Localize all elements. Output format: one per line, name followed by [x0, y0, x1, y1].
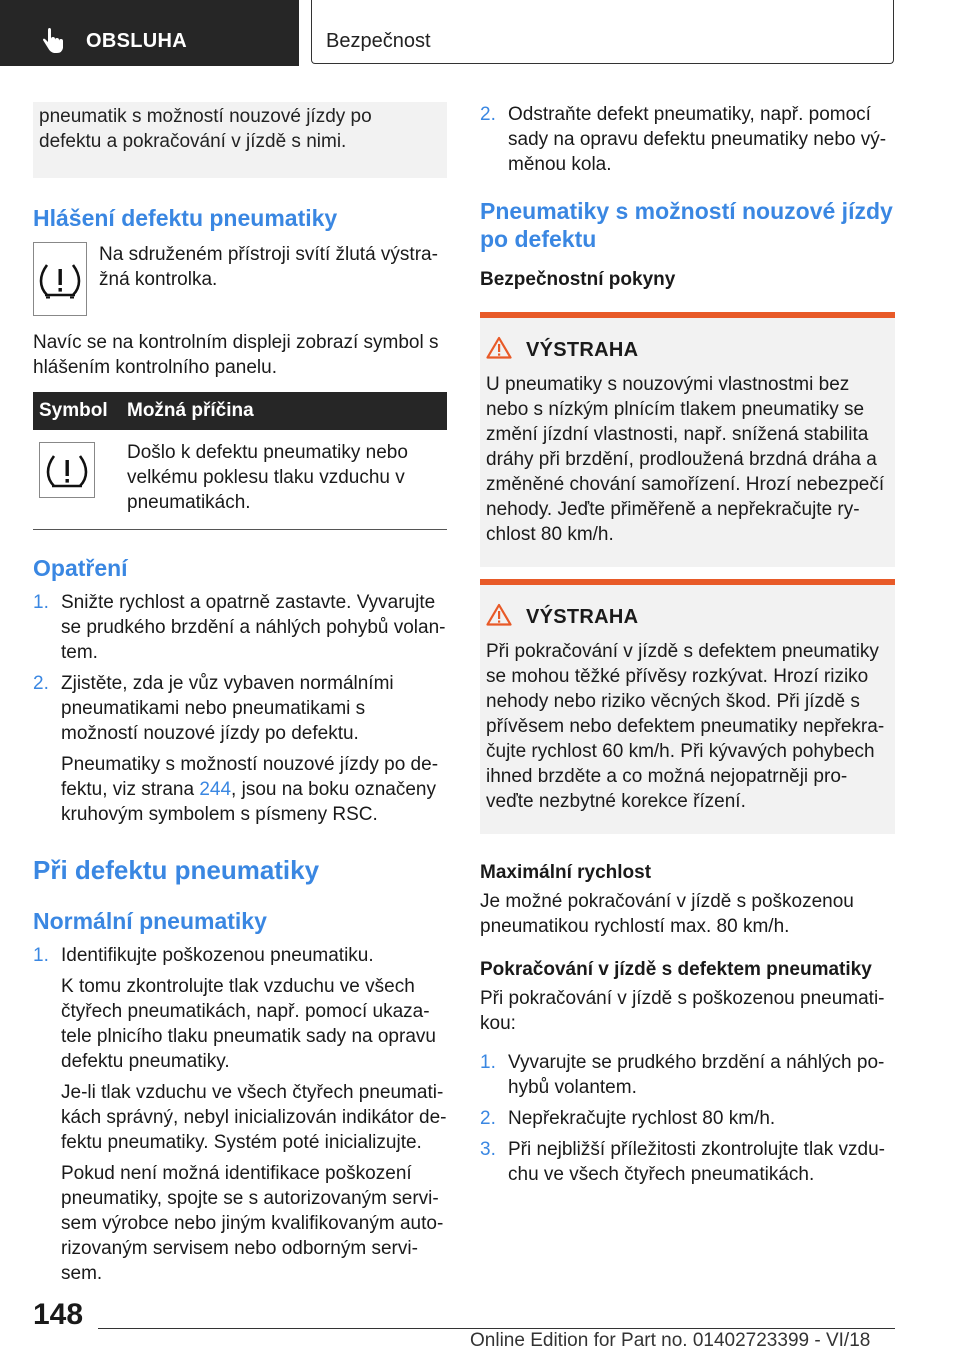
- warning-title-row: [486, 603, 887, 631]
- max-speed-text: Je možné pokračování v jízdě s poškozenou pneumatikou rychlostí max. 80 km/h.: [480, 891, 854, 937]
- list-text: Snižte rychlost a opatrně zastavte. Vyvarujte se prudkého brzdění a náhlých pohybů volantem.: [61, 592, 446, 663]
- page-number: 148: [33, 1298, 84, 1331]
- list-text: Zjistěte, zda je vůz vybaven normálními pneumatikami nebo pneumatikami s možností nouzové jízdy po defektu.: [61, 673, 394, 744]
- footer-edition: Online Edition for Part no. 01402723399 - VI/18: [470, 1330, 871, 1351]
- table-cell-symbol: [33, 430, 121, 523]
- page-header: [0, 0, 960, 66]
- table-header-cause: Možná příčina: [121, 392, 447, 430]
- hand-pointer-icon: [42, 28, 64, 60]
- list-item: [33, 590, 447, 665]
- page-link-244[interactable]: 244: [199, 779, 232, 800]
- list-text: Identifikujte poškozenou pneumatiku.: [61, 945, 374, 966]
- warning-title: VÝSTRAHA: [526, 338, 639, 361]
- section-label: OBSLUHA: [86, 30, 187, 52]
- list-text: Nepřekračujte rychlost 80 km/h.: [508, 1108, 776, 1129]
- heading-tire-defect: Při defektu pneumatiky: [33, 855, 320, 885]
- list-item: [33, 943, 447, 968]
- list-item: [480, 1050, 895, 1100]
- warning-text: Při pokračování v jízdě s defektem pneumatiky se mohou těžké přívěsy rozkývat. Hrozí riziko nehody nebo riziko věcných škod. Při jízdě s přívěsem nebo defektem pneumatiky nepřekračujte rychlost 60 km/h. Při kývavých pohybech ihned brzděte a co možná nejopatrněji proveďte nezbytné korekce řízení.: [486, 641, 885, 812]
- intro-box: [33, 102, 447, 178]
- normal-sub-3: Pokud není možná identifikace poškození pneumatiky, spojte se s autorizovaným servisem výrobce nebo jiným kvalifikovaným autorizovaným servisem nebo odborným servisem.: [61, 1163, 444, 1284]
- list-text: Vyvarujte se prudkého brzdění a náhlých pohybů volantem.: [508, 1052, 885, 1098]
- rsc-note-text-a: Pneumatiky s možností nouzové jízdy po defektu, viz strana: [61, 754, 439, 800]
- warning-title-row: [486, 336, 887, 364]
- continue-list: [480, 1050, 895, 1187]
- list-number: 2.: [33, 673, 49, 694]
- symbol-table: [33, 392, 447, 523]
- table-cell-cause: Došlo k defektu pneumatiky nebo velkému poklesu tlaku vzduchu v pneumatikách.: [127, 442, 408, 513]
- list-number: 1.: [480, 1052, 496, 1073]
- warning-triangle-icon: [486, 336, 512, 364]
- normal-tires-list: [33, 943, 447, 1286]
- warning-title: VÝSTRAHA: [526, 605, 639, 628]
- normal-sub-2: Je-li tlak vzduchu ve všech čtyřech pneumatikách správný, nebyl inicializován indikátor defektu pneumatiky. Systém poté inicializujte.: [61, 1082, 447, 1153]
- list-item: [480, 1137, 895, 1187]
- heading-normal-tires: Normální pneumatiky: [33, 908, 267, 934]
- rsc-note-text-b: , jsou na boku označeny kruhovým symbolem s písmeny RSC.: [61, 779, 436, 825]
- warning-box-1: [480, 312, 895, 567]
- continued-list: [480, 102, 895, 177]
- breadcrumb: [311, 0, 894, 64]
- warning-text: U pneumatiky s nouzovými vlastnostmi bez nebo s nízkým plnícím tlakem pneumatiky se změní jízdní vlastnosti, např. snížená stabilita dráhy při brzdění, prodloužená brzdná dráha a změněné chování samořízení. Hrozí nebezpečí nehody. Jeďte přiměřeně a nepřekračujte rychlost 80 km/h.: [486, 374, 885, 545]
- footer-divider: [98, 1328, 895, 1329]
- heading-continue-driving: Pokračování v jízdě s defektem pneumatiky: [480, 959, 872, 980]
- list-number: 1.: [33, 592, 49, 613]
- rsc-note: [61, 752, 447, 827]
- intro-text: pneumatik s možností nouzové jízdy po defektu a pokračování v jízdě s nimi.: [39, 106, 372, 152]
- heading-rsc-tires: Pneumatiky s možností nouzové jízdy po defektu: [480, 198, 893, 252]
- heading-safety-notes: Bezpečnostní pokyny: [480, 269, 676, 290]
- left-column: [33, 102, 447, 1286]
- table-row: [33, 430, 447, 523]
- tire-pressure-symbol-icon: [39, 442, 95, 498]
- measures-list: [33, 590, 447, 827]
- list-text: Při nejbližší příležitosti zkontrolujte tlak vzduchu ve všech čtyřech pneumatikách.: [508, 1139, 885, 1185]
- continue-text: Při pokračování v jízdě s poškozenou pneumatikou:: [480, 988, 885, 1034]
- section-tab[interactable]: [0, 0, 299, 66]
- tire-pressure-warning-icon: [33, 242, 87, 316]
- warning-lamp-row: [33, 242, 447, 316]
- list-item: [480, 1106, 895, 1131]
- heading-tire-defect-report: Hlášení defektu pneumatiky: [33, 205, 338, 231]
- table-divider: [33, 529, 447, 530]
- table-header-symbol: Symbol: [33, 392, 121, 430]
- list-text: Odstraňte defekt pneumatiky, např. pomocí sady na opravu defektu pneumatiky nebo výměnou kola.: [508, 104, 887, 175]
- list-item: [480, 102, 895, 177]
- list-number: 3.: [480, 1139, 496, 1160]
- list-number: 2.: [480, 1108, 496, 1129]
- list-number: 2.: [480, 104, 496, 125]
- heading-measures: Opatření: [33, 555, 128, 581]
- right-column: [480, 102, 895, 1187]
- normal-sub-1: K tomu zkontrolujte tlak vzduchu ve všech čtyřech pneumatikách, např. pomocí ukazatele plnicího tlaku pneumatik sady na opravu defektu pneumatiky.: [61, 976, 436, 1072]
- warning-box-2: [480, 579, 895, 834]
- breadcrumb-label: Bezpečnost: [326, 30, 431, 52]
- display-symbol-text: Navíc se na kontrolním displeji zobrazí symbol s hlášením kontrolního panelu.: [33, 332, 439, 378]
- heading-max-speed: Maximální rychlost: [480, 862, 652, 883]
- warning-triangle-icon: [486, 603, 512, 631]
- list-number: 1.: [33, 945, 49, 966]
- warning-lamp-text: Na sdruženém přístroji svítí žlutá výstražná kontrolka.: [99, 244, 438, 290]
- list-item: [33, 671, 447, 746]
